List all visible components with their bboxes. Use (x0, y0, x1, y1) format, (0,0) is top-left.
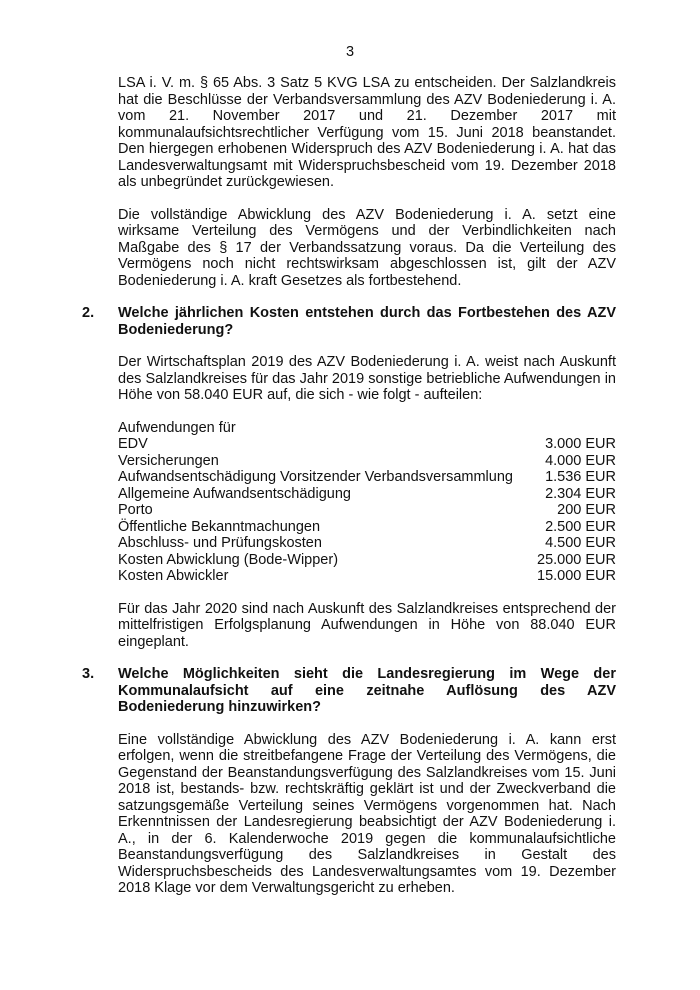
cost-label: Kosten Abwicklung (Bode-Wipper) (118, 551, 339, 568)
question-3-answer: Eine vollständige Abwicklung des AZV Bodeniederung i. A. kann erst erfolgen, wenn die streitbefangene Frage der Verteilung des Vermögens, die Gegenstand der Beanstandungsverfügung des Salzlandkreises vom 15. Juni 2018 ist, bestands- bzw. rechtskräftig geklärt ist und der Zweckverband die satzungsgemäße Verteilung seines Vermögens vorgenommen hat. Nach Erkenntnissen der Landesregierung beabsichtigt der AZV Bodeniederung i. A., in der 6. Kalenderwoche 2019 gegen die kommunalaufsichtliche Beanstandungsverfügung des Salzlandkreises in Gestalt des Widerspruchsbescheids des Landesverwaltungsamtes vom 19. Dezember 2018 Klage vor dem Verwaltungsgericht zu erheben. (118, 731, 616, 896)
cost-value: 1.536 EUR (545, 469, 616, 485)
cost-row (118, 469, 616, 486)
intro-paragraph-1: LSA i. V. m. § 65 Abs. 3 Satz 5 KVG LSA zu entscheiden. Der Salzlandkreis hat die Beschlüsse der Verbandsversammlung des AZV Bodeniederung i. A. vom 21. November 2017 und 21. Dezember 2017 mit kommunalaufsichtsrechtlicher Verfügung vom 15. Juni 2018 beanstandet. Den hiergegen erhobenen Widerspruch des AZV Bodeniederung i. A. hat das Landesverwaltungsamt mit Widerspruchsbescheid vom 19. Dezember 2018 als unbegründet zurückgewiesen. (118, 75, 616, 190)
cost-row (118, 502, 616, 519)
cost-value: 3.000 EUR (545, 436, 616, 452)
cost-row (118, 568, 616, 585)
costs-table (118, 436, 616, 585)
question-2-number: 2. (82, 305, 95, 321)
cost-row (118, 535, 616, 552)
costs-heading: Aufwendungen für (118, 419, 236, 436)
question-2-answer-outro: Für das Jahr 2020 sind nach Auskunft des Salzlandkreises entsprechend der mittelfristigen Erfolgsplanung Aufwendungen in Höhe von 88.040 EUR eingeplant. (118, 600, 616, 650)
cost-label: Aufwandsentschädigung Vorsitzender Verbandsversammlung (118, 469, 513, 485)
intro-paragraph-2: Die vollständige Abwicklung des AZV Bodeniederung i. A. setzt eine wirksame Verteilung des Vermögens und der Verbindlichkeiten nach Maßgabe des § 17 der Verbandssatzung voraus. Da die Verteilung des Vermögens noch nicht rechtswirksam abgeschlossen ist, gilt der AZV Bodeniederung i. A. kraft Gesetzes als fortbestehend. (118, 206, 616, 289)
question-2-answer-intro: Der Wirtschaftsplan 2019 des AZV Bodeniederung i. A. weist nach Auskunft des Salzlandkreises für das Jahr 2019 sonstige betriebliche Aufwendungen in Höhe von 58.040 EUR auf, die sich - wie folgt - aufteilen: (118, 354, 616, 403)
cost-label: Allgemeine Aufwandsentschädigung (118, 485, 351, 502)
cost-label: Öffentliche Bekanntmachungen (118, 518, 321, 535)
cost-label: Kosten Abwickler (118, 568, 229, 584)
page-number: 3 (345, 44, 355, 60)
cost-value: 4.500 EUR (545, 535, 616, 551)
cost-row (118, 453, 616, 470)
cost-row (118, 519, 616, 536)
cost-value: 15.000 EUR (537, 568, 616, 584)
cost-label: EDV (118, 436, 148, 452)
question-3-text: Welche Möglichkeiten sieht die Landesregierung im Wege der Kommunalaufsicht auf eine zeitnahe Auflösung des AZV Bodeniederung hinzuwirken? (118, 666, 616, 715)
cost-value: 200 EUR (557, 502, 616, 518)
cost-label: Versicherungen (118, 452, 219, 469)
question-2 (82, 305, 616, 338)
cost-value: 25.000 EUR (537, 551, 616, 568)
question-2-text: Welche jährlichen Kosten entstehen durch das Fortbestehen des AZV Bodeniederung? (118, 305, 616, 338)
cost-label: Porto (118, 502, 153, 518)
question-3 (82, 666, 616, 716)
cost-row (118, 486, 616, 503)
question-3-number: 3. (82, 666, 95, 682)
cost-row (118, 552, 616, 569)
cost-value: 2.500 EUR (545, 518, 616, 535)
cost-row (118, 436, 616, 453)
cost-value: 4.000 EUR (545, 452, 616, 469)
document-body (82, 75, 616, 913)
cost-label: Abschluss- und Prüfungskosten (118, 535, 322, 551)
cost-value: 2.304 EUR (545, 485, 616, 502)
